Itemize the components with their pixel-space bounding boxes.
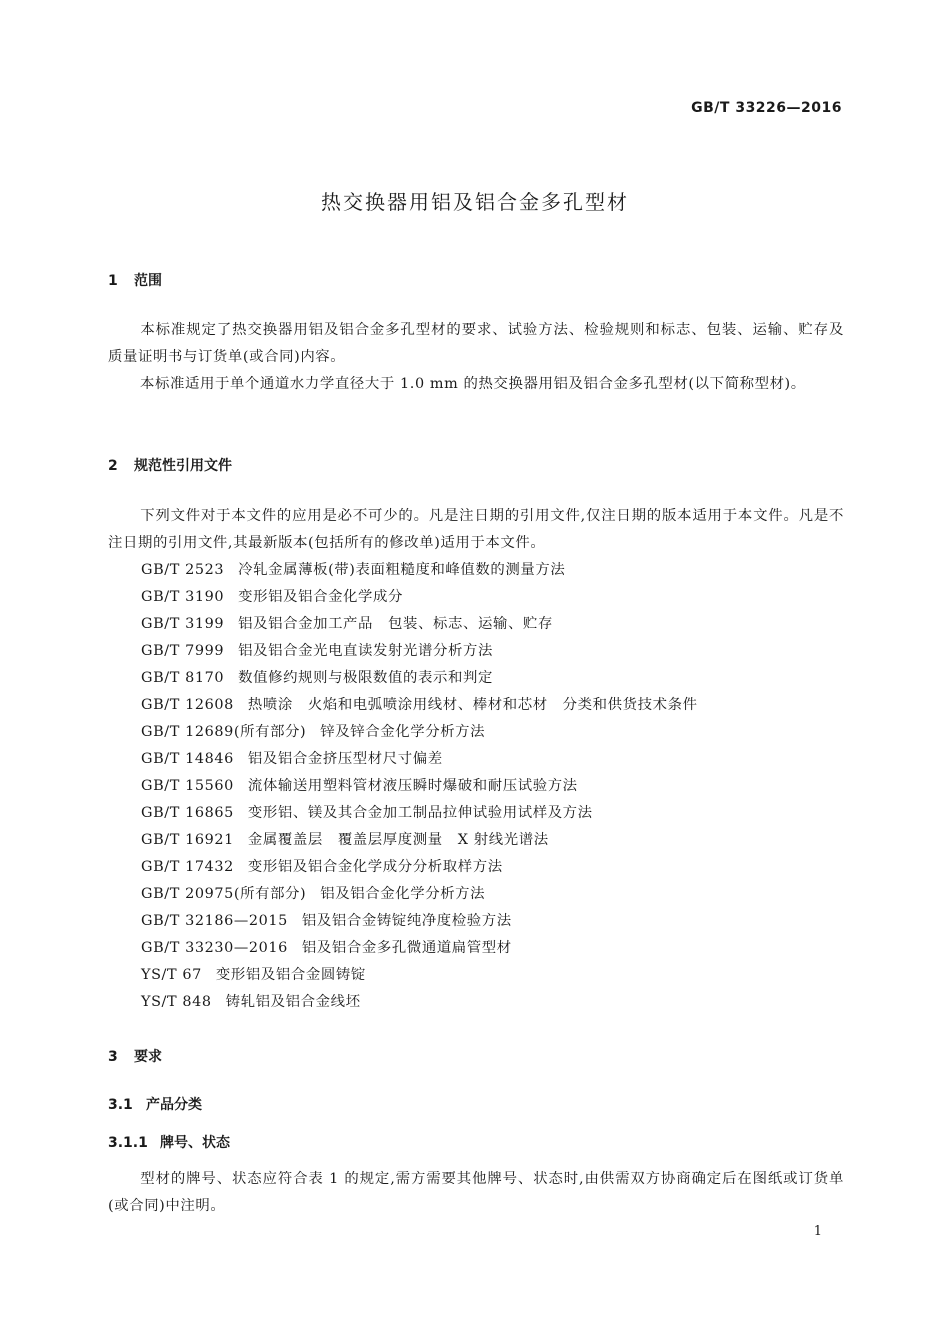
reference-code: GB/T 16865 — [141, 805, 234, 821]
reference-item — [141, 638, 493, 665]
reference-title: 铝及铝合金铸锭纯净度检验方法 — [301, 913, 512, 929]
reference-item — [141, 827, 549, 854]
reference-item — [141, 611, 553, 638]
reference-code: YS/T 848 — [141, 994, 212, 1010]
reference-title: 铸轧铝及铝合金线坯 — [225, 994, 361, 1010]
reference-code: GB/T 12608 — [141, 697, 234, 713]
section-title: 规范性引用文件 — [134, 458, 232, 474]
reference-item — [141, 773, 578, 800]
section-number: 1 — [108, 273, 118, 289]
section-title: 要求 — [134, 1049, 162, 1065]
reference-title: 热喷涂 火焰和电弧喷涂用线材、棒材和芯材 分类和供货技术条件 — [247, 697, 698, 713]
section-3-1-1-heading — [108, 1132, 230, 1152]
reference-title: 铝及铝合金光电直读发射光谱分析方法 — [238, 643, 493, 659]
reference-item — [141, 584, 403, 611]
section-2-heading — [108, 455, 232, 475]
reference-title: 变形铝、镁及其合金加工制品拉伸试验用试样及方法 — [247, 805, 593, 821]
reference-code: GB/T 3199 — [141, 616, 225, 632]
reference-code: GB/T 7999 — [141, 643, 225, 659]
reference-item — [141, 665, 493, 692]
section-title: 产品分类 — [146, 1097, 202, 1113]
reference-code: GB/T 17432 — [141, 859, 234, 875]
document-title: 热交换器用铝及铝合金多孔型材 — [321, 190, 629, 214]
paragraph-text: 本标准规定了热交换器用铝及铝合金多孔型材的要求、试验方法、检验规则和标志、包装、运输、贮存及质量证明书与订货单(或合同)内容。 — [108, 322, 844, 365]
reference-item — [141, 800, 593, 827]
reference-item — [141, 881, 485, 908]
reference-code: GB/T 32186—2015 — [141, 913, 288, 929]
reference-item — [141, 746, 443, 773]
section-1-paragraph-2 — [108, 371, 844, 398]
section-3-1-heading — [108, 1094, 202, 1114]
reference-title: 锌及锌合金化学分析方法 — [320, 724, 486, 740]
section-1-heading — [108, 270, 162, 290]
reference-title: 铝及铝合金多孔微通道扁管型材 — [301, 940, 512, 956]
section-number: 3 — [108, 1049, 118, 1065]
reference-item — [141, 989, 361, 1016]
standard-code: GB/T 33226—2016 — [691, 100, 842, 116]
section-3-1-1-paragraph — [108, 1166, 844, 1220]
section-title: 范围 — [134, 273, 162, 289]
reference-item — [141, 908, 512, 935]
reference-item — [141, 935, 512, 962]
page-number: 1 — [813, 1224, 822, 1239]
reference-code: GB/T 33230—2016 — [141, 940, 288, 956]
reference-title: 数值修约规则与极限数值的表示和判定 — [238, 670, 493, 686]
section-1-paragraph-1 — [108, 317, 844, 371]
reference-title: 流体输送用塑料管材液压瞬时爆破和耐压试验方法 — [247, 778, 578, 794]
reference-code: GB/T 12689(所有部分) — [141, 724, 307, 740]
reference-item — [141, 557, 565, 584]
section-number: 3.1 — [108, 1097, 133, 1113]
reference-title: 铝及铝合金化学分析方法 — [320, 886, 486, 902]
section-number: 2 — [108, 458, 118, 474]
reference-item — [141, 962, 366, 989]
paragraph-text: 下列文件对于本文件的应用是必不可少的。凡是注日期的引用文件,仅注日期的版本适用于本文件。凡是不注日期的引用文件,其最新版本(包括所有的修改单)适用于本文件。 — [108, 508, 844, 551]
reference-title: 冷轧金属薄板(带)表面粗糙度和峰值数的测量方法 — [238, 562, 566, 578]
reference-code: GB/T 20975(所有部分) — [141, 886, 307, 902]
reference-code: GB/T 16921 — [141, 832, 234, 848]
reference-title: 铝及铝合金加工产品 包装、标志、运输、贮存 — [238, 616, 553, 632]
section-2-intro — [108, 503, 844, 557]
reference-code: GB/T 14846 — [141, 751, 234, 767]
paragraph-text: 型材的牌号、状态应符合表 1 的规定,需方需要其他牌号、状态时,由供需双方协商确定后在图纸或订货单(或合同)中注明。 — [108, 1171, 844, 1214]
section-title: 牌号、状态 — [160, 1135, 230, 1151]
reference-item — [141, 692, 698, 719]
paragraph-text: 本标准适用于单个通道水力学直径大于 1.0 mm 的热交换器用铝及铝合金多孔型材(以下简称型材)。 — [140, 376, 806, 392]
reference-title: 铝及铝合金挤压型材尺寸偏差 — [247, 751, 443, 767]
section-number: 3.1.1 — [108, 1135, 148, 1151]
reference-item — [141, 854, 503, 881]
reference-code: GB/T 3190 — [141, 589, 225, 605]
reference-title: 金属覆盖层 覆盖层厚度测量 X 射线光谱法 — [247, 832, 549, 848]
reference-code: YS/T 67 — [141, 967, 202, 983]
reference-title: 变形铝及铝合金化学成分分析取样方法 — [247, 859, 503, 875]
reference-code: GB/T 15560 — [141, 778, 234, 794]
reference-title: 变形铝及铝合金圆铸锭 — [215, 967, 366, 983]
reference-title: 变形铝及铝合金化学成分 — [238, 589, 404, 605]
section-3-heading — [108, 1046, 162, 1066]
reference-code: GB/T 2523 — [141, 562, 225, 578]
reference-item — [141, 719, 485, 746]
reference-code: GB/T 8170 — [141, 670, 225, 686]
